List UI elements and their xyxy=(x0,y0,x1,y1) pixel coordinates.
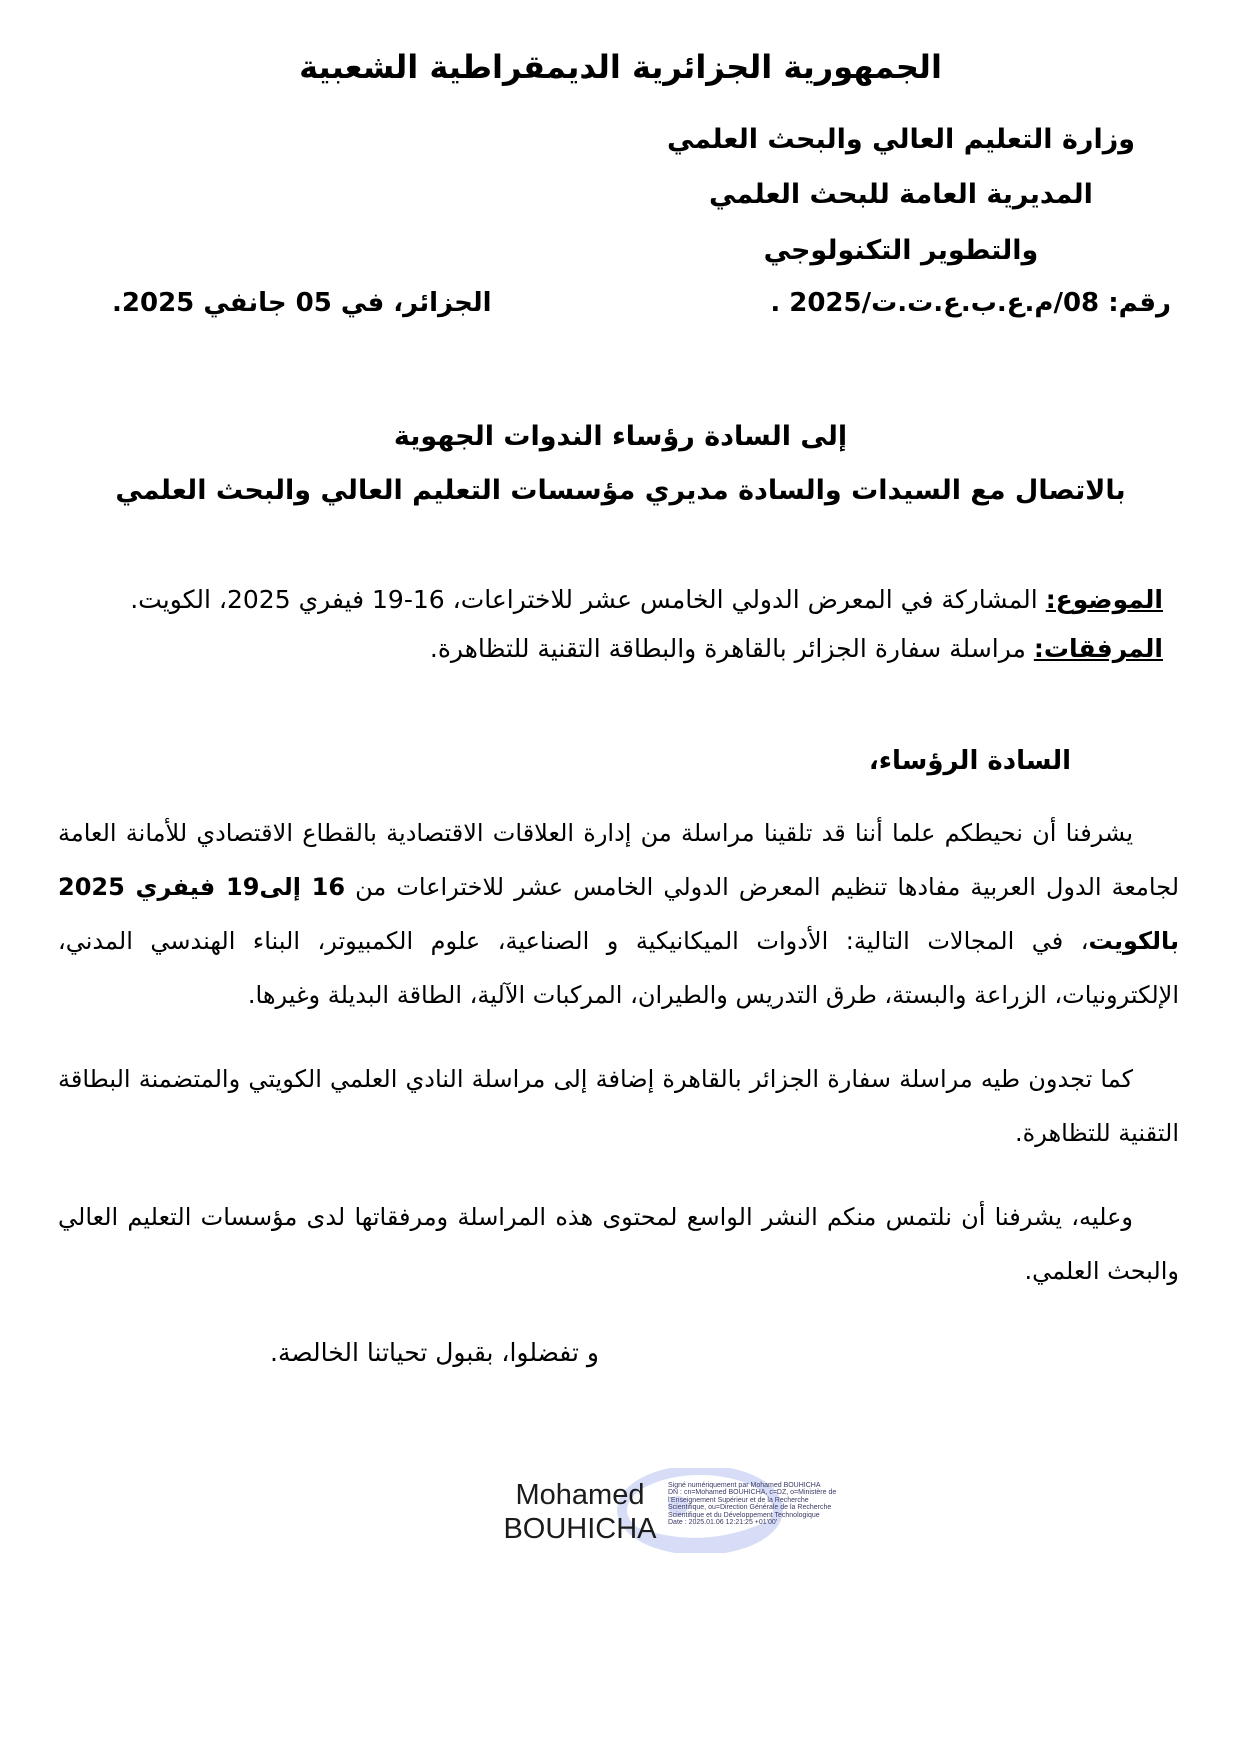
subject-text: المشاركة في المعرض الدولي الخامس عشر للاختراعات، 16-19 فيفري 2025، الكويت. xyxy=(130,585,1046,615)
paragraph-1-bold-dates: 16 إلى19 فيفري 2025 بالكويت xyxy=(58,872,1179,955)
digital-signature-details xyxy=(668,1482,843,1526)
addressee-line2: بالاتصال مع السيدات والسادة مديري مؤسسات التعليم العالي والبحث العلمي xyxy=(115,475,1126,507)
paragraph-1-end: ، في المجالات التالية: الأدوات الميكانيكية و الصناعية، علوم الكمبيوتر، البناء الهندسي المدني، الإلكترونيات، الزراعة والبستة، طرق التدريس والطيران، المركبات الآلية، الطاقة البديلة وغيرها. xyxy=(58,926,1179,1009)
place-and-date: الجزائر، في 05 جانفي 2025. xyxy=(112,288,492,319)
attachments-text: مراسلة سفارة الجزائر بالقاهرة والبطاقة التقنية للتظاهرة. xyxy=(429,633,1034,663)
addressee-block xyxy=(0,410,1241,518)
paragraph-3: وعليه، يشرفنا أن نلتمس منكم النشر الواسع لمحتوى هذه المراسلة ومرفقاتها لدى مؤسسات التعليم العالي والبحث العلمي. xyxy=(58,1202,1179,1285)
reference-number: رقم: 08/م.ع.ب.ع.ت.ت/2025 . xyxy=(770,288,1171,319)
directorate-name-line1: المديرية العامة للبحث العلمي xyxy=(709,179,1093,211)
directorate-name-line2: والتطوير التكنولوجي xyxy=(763,234,1039,266)
closing-line: و تفضلوا، بقبول تحياتنا الخالصة. xyxy=(270,1337,599,1367)
signature-name xyxy=(470,1478,690,1546)
sig-detail-line: Scientifique et du Développement Technologique xyxy=(668,1511,820,1519)
sig-detail-line: Date : 2025.01.06 12:21:25 +01'00' xyxy=(668,1519,778,1527)
attachments-line xyxy=(95,625,1163,674)
sig-detail-line: l'Enseignement Supérieur et de la Recherche xyxy=(668,1496,809,1504)
letter-body xyxy=(0,806,1241,1298)
ministry-name: وزارة التعليم العالي والبحث العلمي xyxy=(666,124,1136,155)
republic-title: الجمهورية الجزائرية الديمقراطية الشعبية xyxy=(299,48,942,86)
subject-line xyxy=(95,576,1163,625)
addressee-line1: إلى السادة رؤساء الندوات الجهوية xyxy=(393,421,848,453)
paragraph-1-start: يشرفنا أن نحيطكم علما أننا قد تلقينا مراسلة من إدارة العلاقات الاقتصادية بالقطاع الاقتصادي للأمانة العامة لجامعة الدول العربية مفادها تنظيم المعرض الدولي الخامس عشر للاختراعات من xyxy=(58,818,1180,901)
signature-first-name: Mohamed xyxy=(515,1479,645,1511)
attachments-label: المرفقات: xyxy=(1033,633,1163,663)
reference-row xyxy=(0,278,1241,318)
sig-detail-line: Signé numériquement par Mohamed BOUHICHA xyxy=(668,1482,821,1489)
issuing-authority-block xyxy=(631,112,1171,278)
paragraph-2: كما تجدون طيه مراسلة سفارة الجزائر بالقاهرة إضافة إلى مراسلة النادي العلمي الكويتي والمتضمنة البطاقة التقنية للتظاهرة. xyxy=(58,1064,1179,1147)
subject-label: الموضوع: xyxy=(1045,585,1163,615)
subject-attachments-block xyxy=(0,576,1241,674)
salutation: السادة الرؤساء، xyxy=(868,745,1071,776)
signature-last-name: BOUHICHA xyxy=(503,1513,657,1546)
paragraph-1 xyxy=(58,806,1179,1022)
sig-detail-line: DN : cn=Mohamed BOUHICHA, c=DZ, o=Ministère de xyxy=(668,1489,837,1497)
sig-detail-line: Scientifique, ou=Direction Générale de la Recherche xyxy=(668,1504,832,1512)
